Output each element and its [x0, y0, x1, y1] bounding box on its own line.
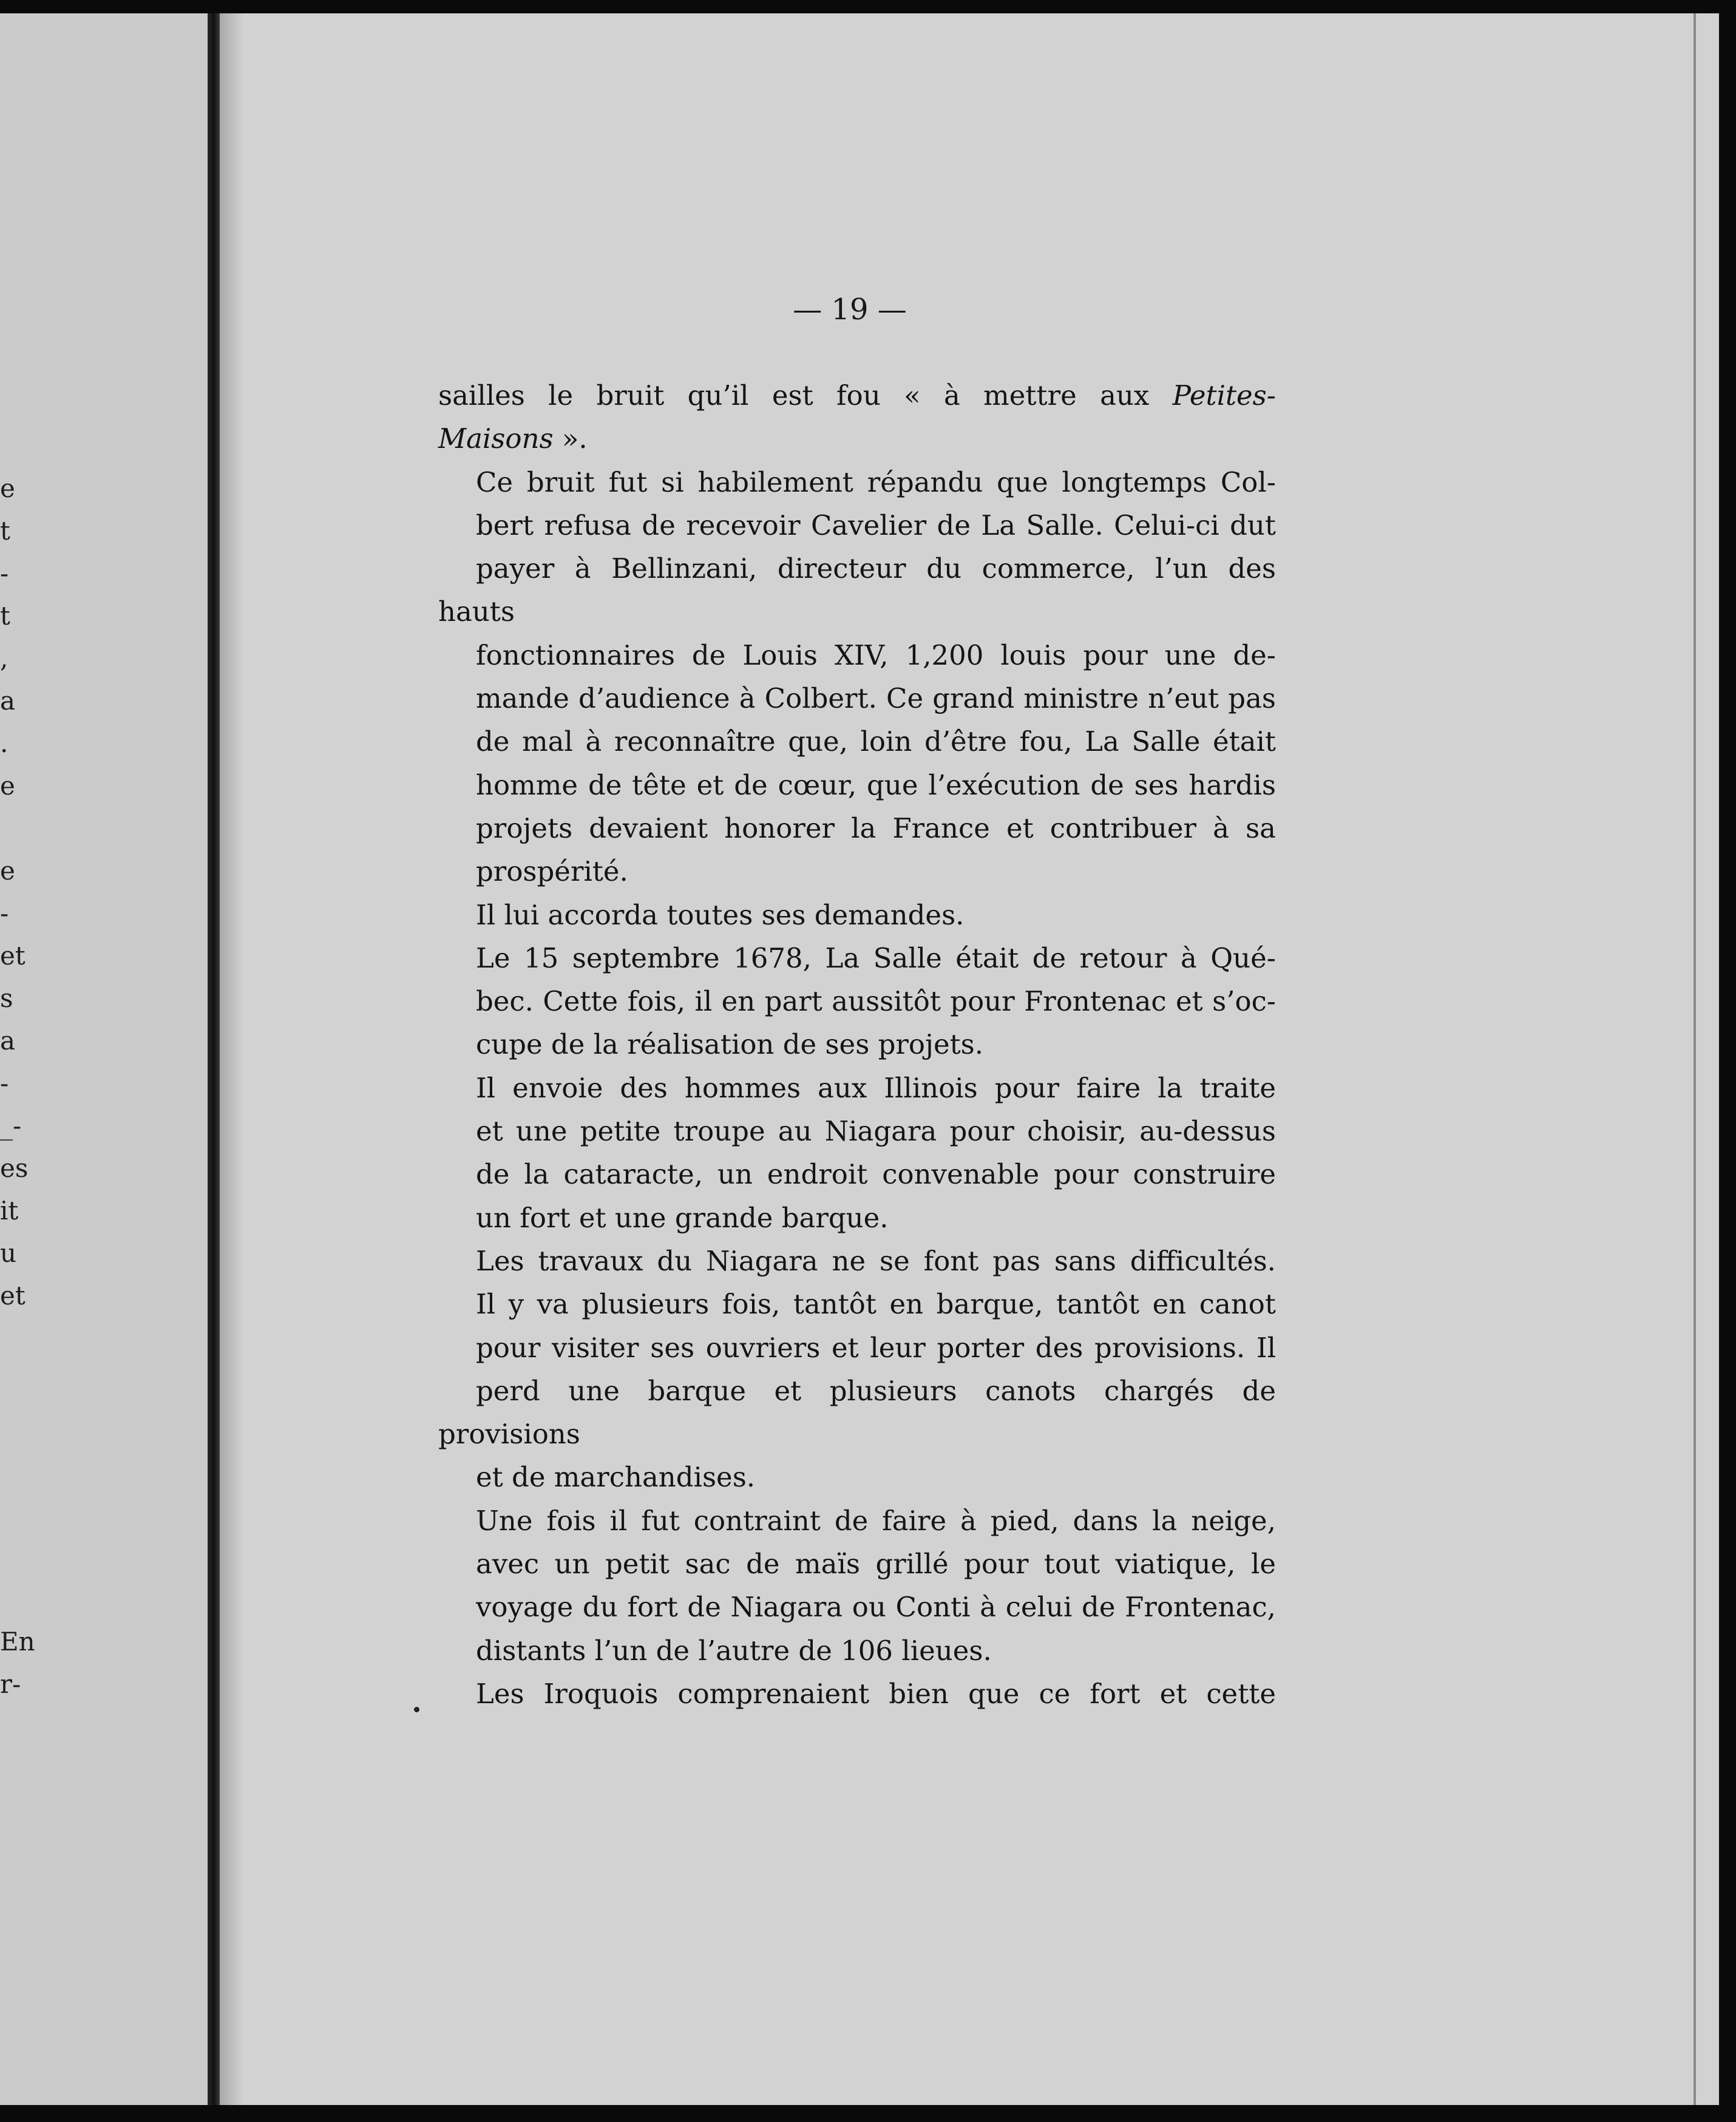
- text-line: sailles le bruit qu’il est fou « à mettre aux Petites-: [438, 379, 1276, 412]
- scan-border-top: [0, 0, 1736, 13]
- text-line: payer à Bellinzani, directeur du commerce, l’un des hauts: [438, 552, 1276, 628]
- book-gutter: [208, 13, 220, 2105]
- margin-fragment: t: [0, 516, 10, 546]
- text-line: mande d’audience à Colbert. Ce grand ministre n’eut pas: [476, 682, 1276, 715]
- text-line: voyage du fort de Niagara ou Conti à celui de Frontenac,: [476, 1591, 1276, 1624]
- paragraph: [438, 937, 1276, 1066]
- ink-speck: [414, 1707, 419, 1712]
- scan-border-bottom: [0, 2105, 1736, 2122]
- page-number: — 19 —: [793, 293, 907, 327]
- text-line: homme de tête et de cœur, que l’exécution de ses hardis: [476, 768, 1276, 801]
- margin-fragment: et: [0, 1281, 25, 1310]
- text-line: Le 15 septembre 1678, La Salle était de retour à Qué-: [476, 941, 1276, 974]
- text-line: Il y va plusieurs fois, tantôt en barque, tantôt en canot: [476, 1288, 1276, 1321]
- margin-fragment: a: [0, 1026, 16, 1056]
- paragraph: [438, 893, 1276, 937]
- text-line: avec un petit sac de maïs grillé pour tout viatique, le: [476, 1548, 1276, 1581]
- body-text: [438, 374, 1276, 1715]
- margin-fragment: e: [0, 771, 15, 801]
- margin-fragment: _-: [0, 1111, 22, 1141]
- margin-fragment: .: [0, 728, 8, 758]
- text-line: Une fois il fut contraint de faire à pied, dans la neige,: [476, 1504, 1276, 1537]
- margin-fragment: es: [0, 1153, 29, 1183]
- paragraph: [438, 461, 1276, 893]
- margin-fragment: a: [0, 686, 16, 716]
- margin-fragment: ,: [0, 643, 8, 673]
- margin-fragment: it: [0, 1196, 19, 1225]
- scan-border-right: [1719, 0, 1736, 2122]
- text-line: distants l’un de l’autre de 106 lieues.: [476, 1634, 992, 1667]
- margin-fragment: e: [0, 473, 15, 503]
- margin-fragment: -: [0, 558, 9, 588]
- text-line: Il envoie des hommes aux Illinois pour faire la traite: [476, 1071, 1276, 1104]
- margin-fragment: t: [0, 601, 10, 631]
- margin-fragment: r-: [0, 1669, 21, 1699]
- paragraph: [438, 1499, 1276, 1672]
- text-line: perd une barque et plusieurs canots chargés de provisions: [438, 1374, 1276, 1451]
- text-line: fonctionnaires de Louis XIV, 1,200 louis pour une de-: [476, 639, 1276, 671]
- text-line: et de marchandises.: [476, 1461, 756, 1494]
- text-line: Les travaux du Niagara ne se font pas sans difficultés.: [476, 1244, 1276, 1277]
- text-line: un fort et une grande barque.: [476, 1201, 889, 1234]
- left-margin-fragments: [0, 467, 36, 1317]
- text-line: cupe de la réalisation de ses projets.: [476, 1028, 984, 1061]
- text-line: bert refusa de recevoir Cavelier de La Salle. Celui-ci dut: [476, 509, 1276, 541]
- margin-fragment: -: [0, 1068, 9, 1098]
- margin-fragment: e: [0, 856, 15, 886]
- paragraph: [438, 1239, 1276, 1499]
- margin-fragment: s: [0, 983, 13, 1013]
- margin-fragment: -: [0, 898, 9, 928]
- text-line: pour visiter ses ouvriers et leur porter des provisions. Il: [476, 1331, 1276, 1364]
- text-line: et une petite troupe au Niagara pour choisir, au-dessus: [476, 1115, 1276, 1148]
- text-line: de la cataracte, un endroit convenable pour construire: [476, 1158, 1276, 1191]
- text-line: prospérité.: [476, 855, 628, 888]
- margin-fragment: En: [0, 1627, 35, 1656]
- paragraph: [438, 1066, 1276, 1239]
- text-line: bec. Cette fois, il en part aussitôt pour Frontenac et s’oc-: [476, 985, 1276, 1018]
- text-line: projets devaient honorer la France et contribuer à sa: [476, 812, 1276, 844]
- margin-fragment: et: [0, 941, 25, 971]
- gutter-shadow: [220, 13, 244, 2105]
- paragraph: [438, 374, 1276, 461]
- page-edge: [1694, 13, 1696, 2105]
- left-margin-bottom-fragments: [0, 1621, 36, 1706]
- text-line: Ce bruit fut si habilement répandu que longtemps Col-: [476, 466, 1276, 498]
- margin-fragment: [0, 807, 36, 850]
- paragraph: [438, 1672, 1276, 1715]
- text-line: Il lui accorda toutes ses demandes.: [476, 898, 965, 931]
- text-line: de mal à reconnaître que, loin d’être fou, La Salle était: [476, 725, 1276, 758]
- text-line: Maisons ».: [438, 422, 588, 455]
- margin-fragment: u: [0, 1238, 17, 1268]
- text-line: Les Iroquois comprenaient bien que ce fort et cette: [476, 1677, 1276, 1710]
